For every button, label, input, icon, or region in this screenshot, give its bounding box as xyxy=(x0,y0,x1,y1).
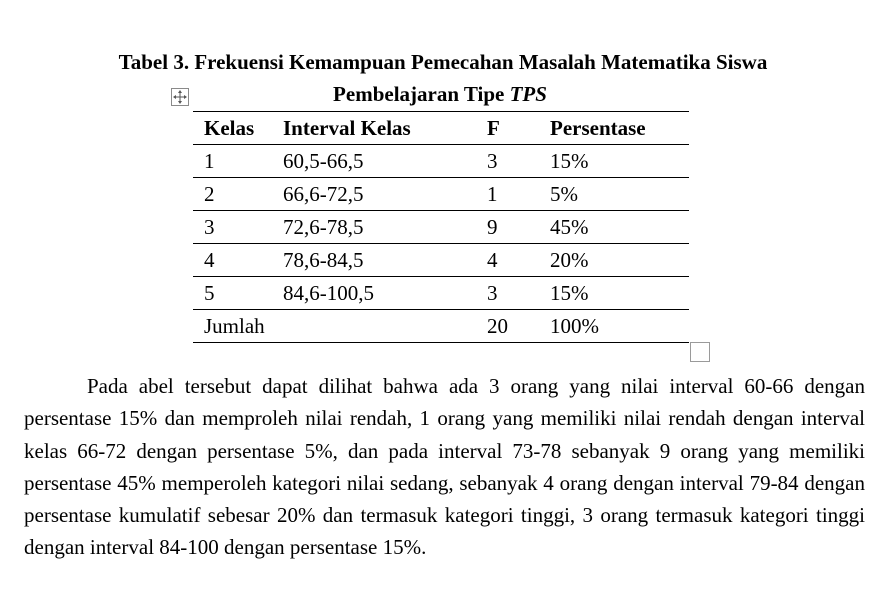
header-interval: Interval Kelas xyxy=(272,112,476,145)
cell-kelas: 4 xyxy=(193,244,272,277)
total-label: Jumlah xyxy=(193,310,476,343)
cell-kelas: 3 xyxy=(193,211,272,244)
table-row xyxy=(193,145,689,178)
cell-kelas: 1 xyxy=(193,145,272,178)
cell-interval: 72,6-78,5 xyxy=(272,211,476,244)
table-caption-line1: Tabel 3. Frekuensi Kemampuan Pemecahan Masalah Matematika Siswa xyxy=(118,50,768,74)
header-persentase: Persentase xyxy=(539,112,689,145)
table-total-row xyxy=(193,310,689,343)
table-row xyxy=(193,211,689,244)
total-percent: 100% xyxy=(539,310,689,343)
cell-interval: 84,6-100,5 xyxy=(272,277,476,310)
resize-square-icon[interactable] xyxy=(690,342,710,362)
table-row xyxy=(193,244,689,277)
table-row xyxy=(193,277,689,310)
total-f: 20 xyxy=(476,310,539,343)
caption-italic: TPS xyxy=(509,82,547,106)
cell-f: 1 xyxy=(476,178,539,211)
caption-prefix: Pembelajaran Tipe xyxy=(333,82,510,106)
cell-kelas: 2 xyxy=(193,178,272,211)
table-caption-line2 xyxy=(0,80,880,108)
cell-persentase: 5% xyxy=(539,178,689,211)
header-kelas: Kelas xyxy=(193,112,272,145)
frequency-table xyxy=(193,111,689,343)
move-arrows-icon[interactable] xyxy=(171,88,189,106)
cell-persentase: 15% xyxy=(539,145,689,178)
cell-interval: 66,6-72,5 xyxy=(272,178,476,211)
cell-f: 4 xyxy=(476,244,539,277)
table-header-row xyxy=(193,112,689,145)
cell-f: 3 xyxy=(476,277,539,310)
cell-interval: 78,6-84,5 xyxy=(272,244,476,277)
cell-f: 9 xyxy=(476,211,539,244)
body-paragraph: Pada abel tersebut dapat dilihat bahwa ada 3 orang yang nilai interval 60-66 dengan persentase 15% dan memproleh nilai rendah, 1 orang yang memiliki nilai rendah dengan interval kelas 66-72 dengan persentase 5%, dan pada interval 73-78 sebanyak 9 orang yang memiliki persentase 45% memperoleh kategori nilai sedang, sebanyak 4 orang dengan interval 79-84 dengan persentase kumulatif sebesar 20% dan termasuk kategori tinggi, 3 orang termasuk kategori tinggi dengan interval 84-100 dengan persentase 15%. xyxy=(24,374,865,560)
cell-persentase: 20% xyxy=(539,244,689,277)
cell-interval: 60,5-66,5 xyxy=(272,145,476,178)
table-row xyxy=(193,178,689,211)
cell-f: 3 xyxy=(476,145,539,178)
header-f: F xyxy=(476,112,539,145)
cell-kelas: 5 xyxy=(193,277,272,310)
cell-persentase: 15% xyxy=(539,277,689,310)
cell-persentase: 45% xyxy=(539,211,689,244)
